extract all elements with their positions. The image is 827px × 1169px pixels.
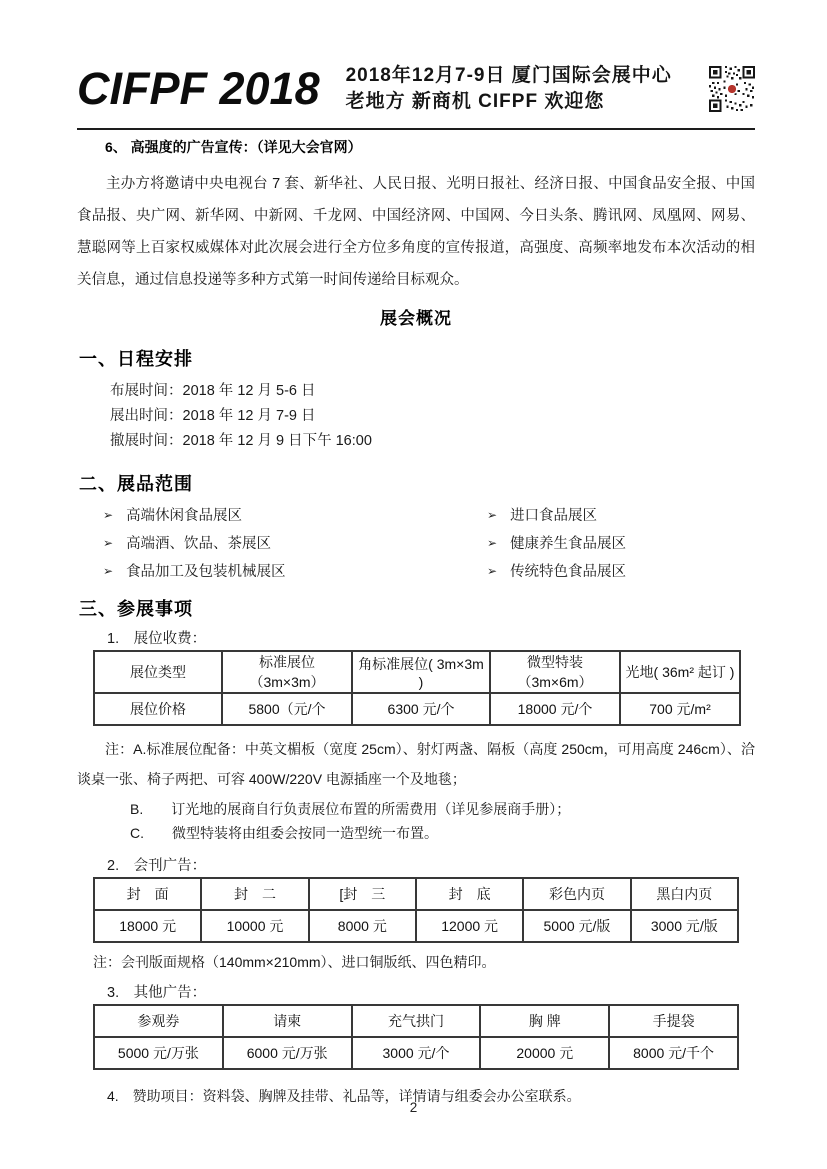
scope-item — [103, 562, 487, 579]
table-cell: 展位价格 — [94, 693, 222, 725]
table-row — [94, 693, 740, 725]
table-cell: 黑白内页 — [631, 878, 738, 910]
table-cell: 角标准展位( 3m×3m ) — [352, 651, 490, 693]
journal-ad-table — [93, 877, 739, 943]
table-cell: 彩色内页 — [523, 878, 630, 910]
scope-item — [487, 562, 755, 579]
arrow-bullet-icon: ➢ — [487, 563, 498, 578]
header-slogan: 老地方 新商机 CIFPF 欢迎您 — [345, 91, 605, 112]
scope-item — [487, 534, 755, 551]
schedule-setup: 布展时间：2018 年 12 月 5-6 日 — [110, 383, 316, 399]
schedule-list — [110, 379, 755, 454]
table-row — [94, 1037, 738, 1069]
scope-item — [103, 506, 487, 523]
table-cell: 5000 元/万张 — [94, 1037, 223, 1069]
table-cell: 封 底 — [416, 878, 523, 910]
table-row — [94, 651, 740, 693]
scope-item — [103, 534, 487, 551]
table-cell: 18000 元/个 — [490, 693, 620, 725]
table-cell: [封 三 — [309, 878, 416, 910]
schedule-heading: 一、日程安排 — [79, 349, 193, 369]
table-cell: 8000 元 — [309, 910, 416, 942]
table-cell: 5800（元/个 — [222, 693, 352, 725]
schedule-exhibit: 展出时间：2018 年 12 月 7-9 日 — [110, 408, 316, 424]
table-cell: 封 面 — [94, 878, 201, 910]
qr-code-icon — [709, 66, 755, 112]
table-cell: 700 元/m² — [620, 693, 740, 725]
journal-ad-label: 2. 会刊广告： — [107, 858, 207, 874]
scope-item-label: 高端休闲食品展区 — [126, 508, 243, 524]
sponsorship-item: 4. 赞助项目：资料袋、胸牌及挂带、礼品等，详情请与组委会办公室联系。 — [107, 1088, 581, 1104]
table-cell: 6000 元/万张 — [223, 1037, 352, 1069]
table-cell: 3000 元/版 — [631, 910, 738, 942]
schedule-teardown: 撤展时间：2018 年 12 月 9 日下午 16:00 — [110, 433, 372, 449]
scope-list — [103, 506, 755, 579]
scope-item-label: 进口食品展区 — [510, 508, 598, 524]
table-cell: 10000 元 — [201, 910, 308, 942]
booth-note-b: B. 订光地的展商自行负责展位布置的所需费用（详见参展商手册）； — [130, 801, 571, 817]
table-cell: 标准展位（3m×3m） — [222, 651, 352, 693]
overview-title: 展会概况 — [380, 309, 452, 328]
booth-note-a: 注：A.标准展位配备：中英文楣板（宽度 25cm）、射灯两盏、隔板（高度 250cm，可用高度 246cm）、洽谈桌一张、椅子两把、可容 400W/220V 电源插座一个及地毯； — [77, 741, 755, 787]
arrow-bullet-icon: ➢ — [487, 507, 498, 522]
booth-fee-label: 1. 展位收费： — [107, 631, 207, 647]
table-cell: 光地( 36m² 起订 ) — [620, 651, 740, 693]
arrow-bullet-icon: ➢ — [103, 507, 114, 522]
scope-item-label: 食品加工及包装机械展区 — [126, 564, 286, 580]
document-body — [77, 132, 755, 1106]
table-cell: 封 二 — [201, 878, 308, 910]
other-ad-table — [93, 1004, 739, 1070]
arrow-bullet-icon: ➢ — [103, 563, 114, 578]
page-header — [77, 50, 755, 130]
other-ad-label: 3. 其他广告： — [107, 985, 207, 1001]
header-info — [346, 63, 703, 115]
table-cell: 5000 元/版 — [523, 910, 630, 942]
arrow-bullet-icon: ➢ — [487, 535, 498, 550]
scope-item-label: 健康养生食品展区 — [510, 536, 627, 552]
table-row — [94, 910, 738, 942]
scope-heading: 二、展品范围 — [79, 474, 193, 494]
participation-heading: 三、参展事项 — [79, 599, 193, 619]
page-number: 2 — [409, 1100, 418, 1115]
table-cell: 胸 牌 — [480, 1005, 609, 1037]
table-cell: 微型特装（3m×6m） — [490, 651, 620, 693]
booth-fee-table — [93, 650, 741, 726]
header-date-venue: 2018年12月7-9日 厦门国际会展中心 — [345, 65, 672, 86]
table-cell: 12000 元 — [416, 910, 523, 942]
ad-section-heading: 6、 高强度的广告宣传：（详见大会官网） — [105, 139, 362, 155]
table-cell: 充气拱门 — [352, 1005, 481, 1037]
scope-item-label: 传统特色食品展区 — [510, 564, 627, 580]
table-row — [94, 878, 738, 910]
table-cell: 3000 元/个 — [352, 1037, 481, 1069]
ad-section-paragraph: 主办方将邀请中央电视台 7 套、新华社、人民日报、光明日报社、经济日报、中国食品安全报、中国食品报、央广网、新华网、中新网、千龙网、中国经济网、中国网、今日头条、腾讯网、凤凰网、网易、慧聪网等上百家权威媒体对此次展会进行全方位多角度的宣传报道，高强度、高频率地发布本次活动的相关信息，通过信息投递等多种方式第一时间传递给目标观众。 — [77, 176, 755, 288]
table-cell: 参观券 — [94, 1005, 223, 1037]
cifpf-logo: CIFPF 2018 — [77, 63, 320, 114]
table-cell: 6300 元/个 — [352, 693, 490, 725]
table-cell: 20000 元 — [480, 1037, 609, 1069]
scope-item — [487, 506, 755, 523]
table-cell: 8000 元/千个 — [609, 1037, 738, 1069]
table-cell: 18000 元 — [94, 910, 201, 942]
table-cell: 展位类型 — [94, 651, 222, 693]
arrow-bullet-icon: ➢ — [103, 535, 114, 550]
scope-item-label: 高端酒、饮品、茶展区 — [126, 536, 272, 552]
table-row — [94, 1005, 738, 1037]
table-cell: 请柬 — [223, 1005, 352, 1037]
booth-note-c: C. 微型特装将由组委会按同一造型统一布置。 — [130, 825, 438, 841]
table-cell: 手提袋 — [609, 1005, 738, 1037]
journal-ad-note: 注：会刊版面规格（140mm×210mm）、进口铜版纸、四色精印。 — [93, 954, 496, 970]
